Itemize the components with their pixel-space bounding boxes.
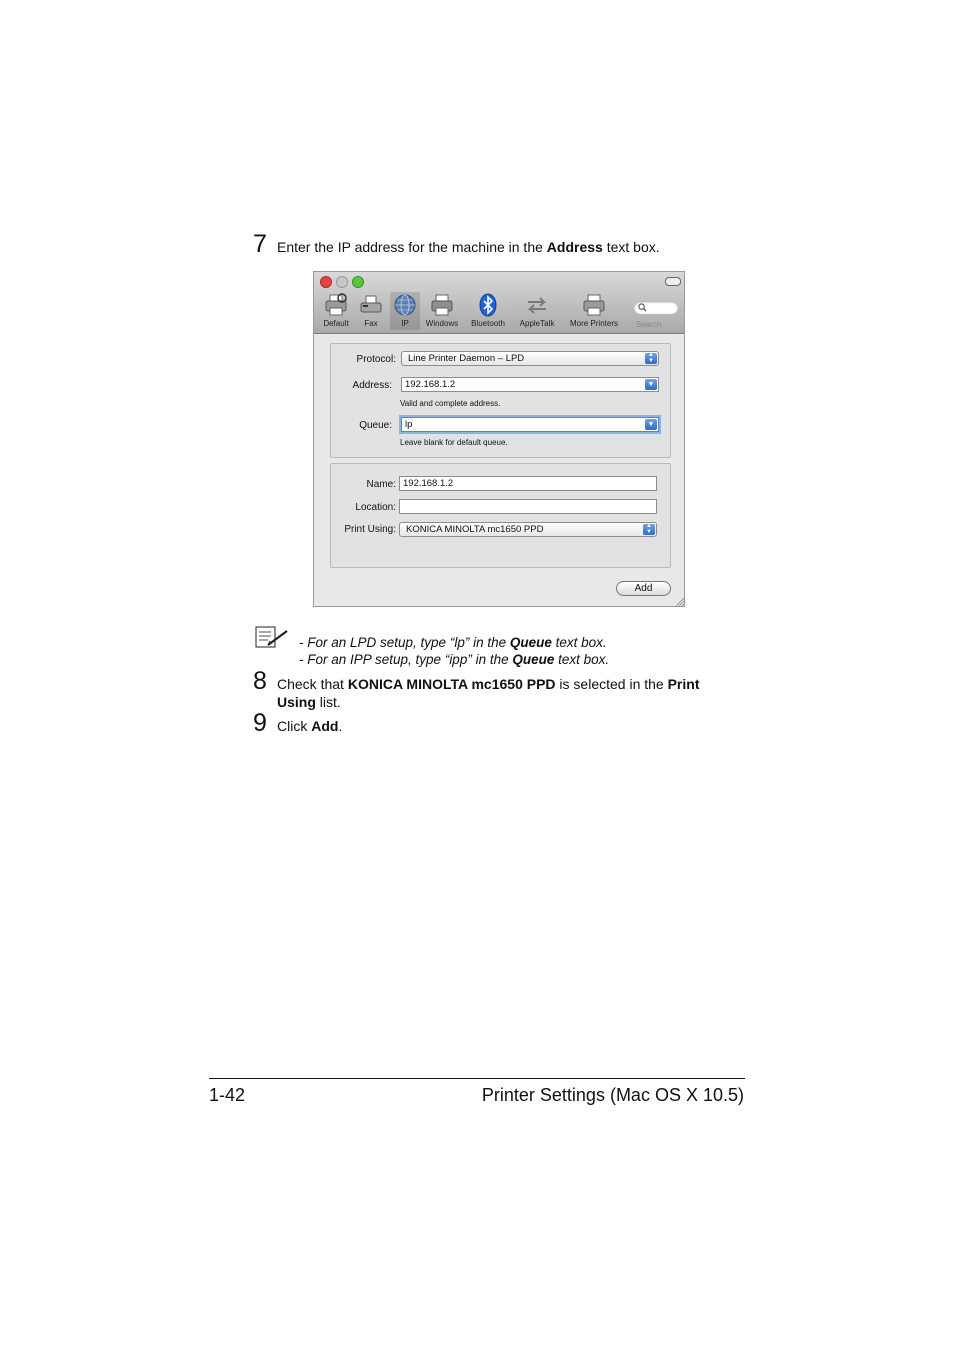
- toolbar-bluetooth[interactable]: Bluetooth: [466, 292, 510, 330]
- name-label: Name:: [366, 479, 396, 490]
- step-7-text: Enter the IP address for the machine in the Address text box.: [277, 239, 660, 255]
- footer-rule: [209, 1078, 745, 1079]
- address-field[interactable]: 192.168.1.2 ▼: [401, 377, 659, 392]
- updown-arrows-icon: ▲ ▼: [645, 353, 657, 364]
- step-7-number: 7: [253, 230, 267, 258]
- toolbar-default[interactable]: Default: [314, 292, 358, 330]
- step-9-number: 9: [253, 709, 267, 737]
- toolbar-more-printers[interactable]: More Printers: [565, 292, 623, 330]
- updown-arrows-icon: ▲ ▼: [643, 524, 655, 535]
- chevron-down-icon: ▼: [645, 379, 657, 390]
- printer-icon: [429, 292, 455, 318]
- printer-icon: [323, 292, 349, 318]
- search-field[interactable]: [634, 301, 678, 314]
- add-printer-window: [313, 271, 685, 607]
- location-label: Location:: [355, 502, 396, 513]
- search-icon: [638, 303, 647, 312]
- footer-title: Printer Settings (Mac OS X 10.5): [481, 1085, 744, 1105]
- zoom-window-button[interactable]: [352, 276, 364, 288]
- print-using-label: Print Using:: [344, 524, 396, 535]
- name-field[interactable]: 192.168.1.2: [399, 476, 657, 491]
- print-using-popup[interactable]: KONICA MINOLTA mc1650 PPD ▲ ▼: [399, 522, 657, 537]
- arrows-icon: [524, 292, 550, 318]
- protocol-popup[interactable]: Line Printer Daemon – LPD ▲ ▼: [401, 351, 659, 366]
- toolbar-ip[interactable]: IP: [390, 292, 420, 330]
- queue-hint: Leave blank for default queue.: [400, 438, 508, 447]
- address-hint: Valid and complete address.: [400, 399, 501, 408]
- window-toolbar: [314, 272, 684, 334]
- note-pencil-icon: [255, 626, 289, 648]
- step-9-text: Click Add.: [277, 718, 343, 734]
- step-8-number: 8: [253, 667, 267, 695]
- resize-grip-icon[interactable]: [674, 596, 684, 606]
- add-button[interactable]: Add: [616, 581, 671, 596]
- queue-field[interactable]: lp ▼: [401, 417, 659, 432]
- toolbar-windows[interactable]: Windows: [420, 292, 464, 330]
- address-label: Address:: [352, 380, 392, 391]
- location-field[interactable]: [399, 499, 657, 514]
- toolbar-appletalk[interactable]: AppleTalk: [515, 292, 559, 330]
- protocol-label: Protocol:: [356, 354, 396, 365]
- toolbar-fax[interactable]: Fax: [349, 292, 393, 330]
- note-line-1: - For an LPD setup, type “lp” in the Queue text box.: [299, 635, 607, 650]
- search-label: Search: [636, 320, 662, 329]
- globe-icon: [392, 292, 418, 318]
- bluetooth-icon: [475, 292, 501, 318]
- step-8-text: Check that KONICA MINOLTA mc1650 PPD is selected in the Print Using list.: [277, 676, 700, 710]
- printer-icon: [581, 292, 607, 318]
- note-line-2: - For an IPP setup, type “ipp” in the Queue text box.: [299, 652, 610, 667]
- page-number: 1-42: [209, 1085, 246, 1105]
- minimize-window-button[interactable]: [336, 276, 348, 288]
- chevron-down-icon: ▼: [645, 419, 657, 430]
- fax-icon: [358, 292, 384, 318]
- queue-label: Queue:: [359, 420, 392, 431]
- toolbar-toggle-button[interactable]: [665, 277, 681, 286]
- close-window-button[interactable]: [320, 276, 332, 288]
